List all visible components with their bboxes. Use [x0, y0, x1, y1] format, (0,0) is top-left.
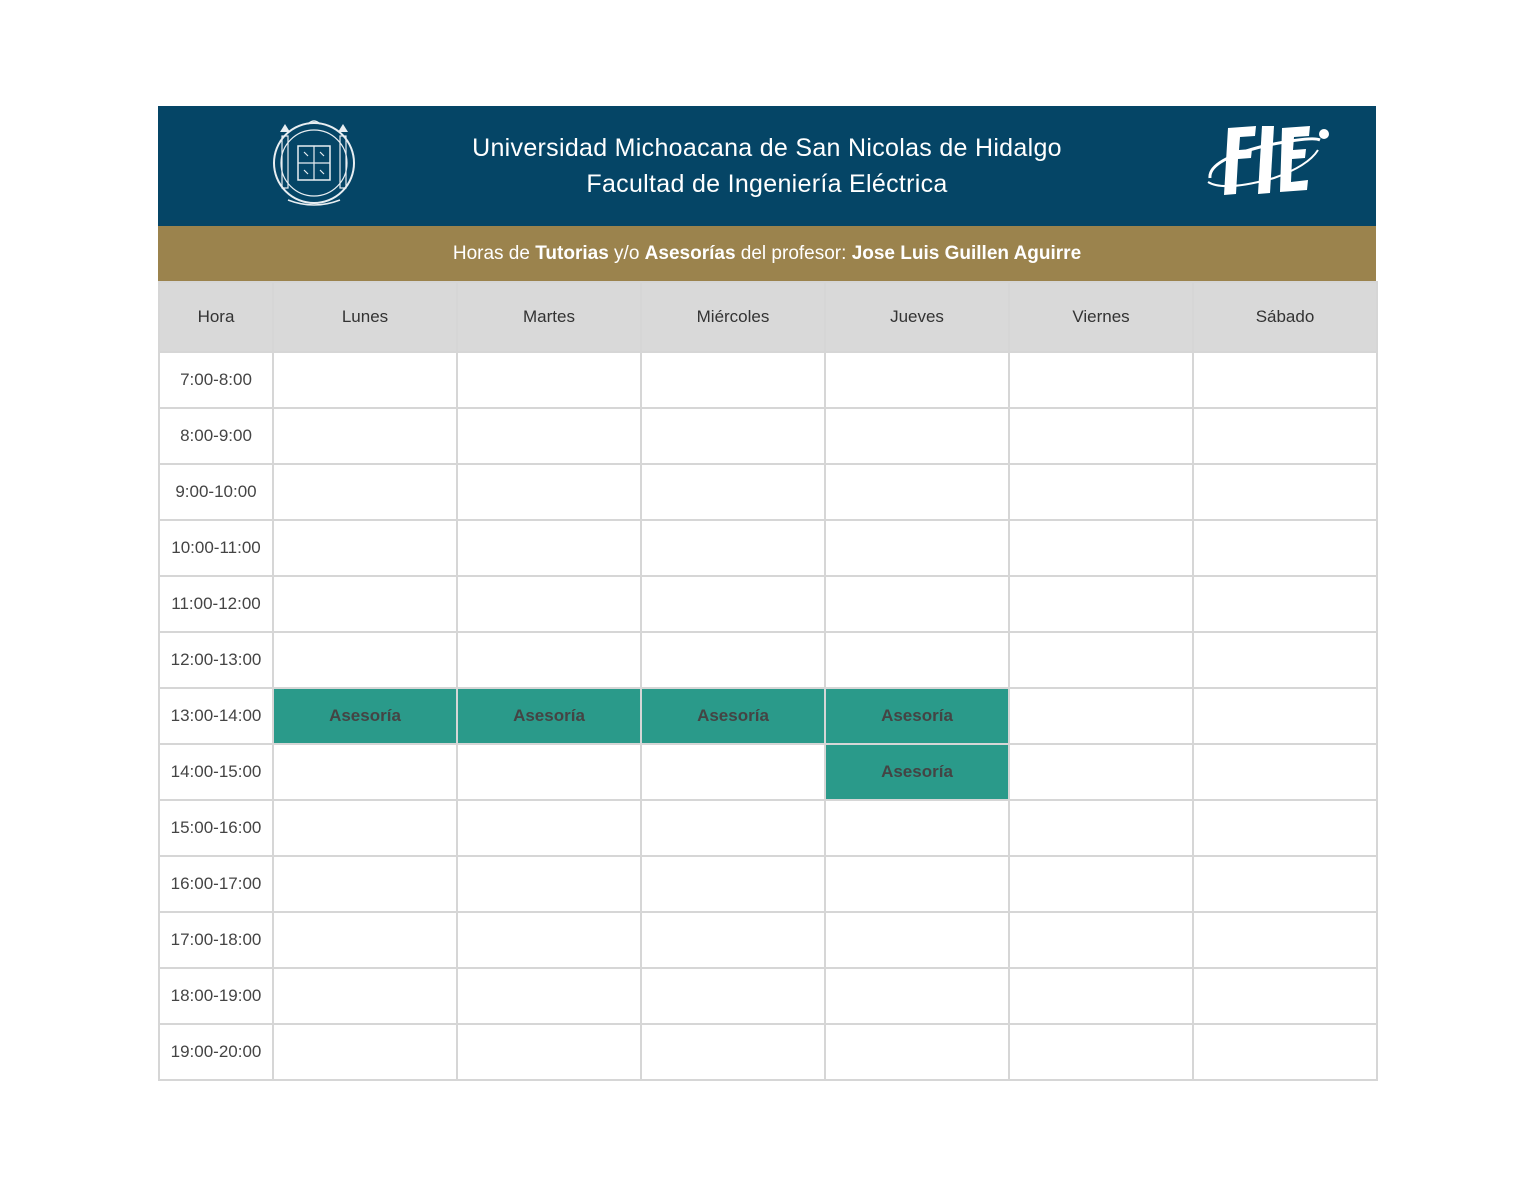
column-header-martes: Martes [457, 282, 641, 352]
subheader-text-3: del profesor: [735, 243, 852, 264]
empty-slot [825, 912, 1009, 968]
asesoria-slot: Asesoría [825, 744, 1009, 800]
empty-slot [273, 352, 457, 408]
time-slot-cell: 8:00-9:00 [159, 408, 273, 464]
table-row [159, 464, 1377, 520]
empty-slot [1009, 464, 1193, 520]
schedule-sheet [158, 106, 1376, 1081]
empty-slot [641, 632, 825, 688]
empty-slot [825, 856, 1009, 912]
empty-slot [641, 464, 825, 520]
time-slot-cell: 13:00-14:00 [159, 688, 273, 744]
schedule-table [158, 281, 1378, 1081]
empty-slot [1193, 744, 1377, 800]
empty-slot [1009, 744, 1193, 800]
empty-slot [1193, 464, 1377, 520]
table-row [159, 912, 1377, 968]
empty-slot [825, 1024, 1009, 1080]
table-row [159, 744, 1377, 800]
empty-slot [457, 576, 641, 632]
time-slot-cell: 14:00-15:00 [159, 744, 273, 800]
schedule-body [159, 352, 1377, 1080]
subheader-text-1: Horas de [452, 243, 536, 264]
column-header-viernes: Viernes [1009, 282, 1193, 352]
empty-slot [1193, 688, 1377, 744]
empty-slot [273, 408, 457, 464]
empty-slot [825, 352, 1009, 408]
empty-slot [273, 968, 457, 1024]
empty-slot [1009, 520, 1193, 576]
table-row [159, 800, 1377, 856]
subheader-text-2: y/o [608, 243, 645, 264]
empty-slot [825, 520, 1009, 576]
empty-slot [457, 464, 641, 520]
table-row [159, 520, 1377, 576]
header-titles [158, 130, 1376, 202]
time-slot-cell: 19:00-20:00 [159, 1024, 273, 1080]
empty-slot [457, 968, 641, 1024]
empty-slot [1193, 520, 1377, 576]
time-slot-cell: 15:00-16:00 [159, 800, 273, 856]
empty-slot [825, 968, 1009, 1024]
empty-slot [1009, 912, 1193, 968]
empty-slot [641, 576, 825, 632]
empty-slot [825, 800, 1009, 856]
empty-slot [1009, 352, 1193, 408]
professor-bar [158, 226, 1376, 281]
header-bar [158, 106, 1376, 226]
empty-slot [1193, 800, 1377, 856]
university-name: Universidad Michoacana de San Nicolas de Hidalgo [472, 134, 1062, 162]
empty-slot [457, 800, 641, 856]
column-header-hora: Hora [159, 282, 273, 352]
subheader-asesorias: Asesorías [644, 243, 736, 264]
empty-slot [641, 408, 825, 464]
empty-slot [641, 800, 825, 856]
time-slot-cell: 18:00-19:00 [159, 968, 273, 1024]
subheader-tutorias: Tutorias [535, 243, 609, 264]
asesoria-slot: Asesoría [641, 688, 825, 744]
empty-slot [1009, 800, 1193, 856]
table-row [159, 576, 1377, 632]
empty-slot [641, 856, 825, 912]
empty-slot [1009, 968, 1193, 1024]
empty-slot [457, 912, 641, 968]
empty-slot [1193, 408, 1377, 464]
empty-slot [273, 856, 457, 912]
empty-slot [641, 520, 825, 576]
empty-slot [457, 408, 641, 464]
time-slot-cell: 12:00-13:00 [159, 632, 273, 688]
empty-slot [1009, 576, 1193, 632]
empty-slot [457, 520, 641, 576]
empty-slot [641, 1024, 825, 1080]
time-slot-cell: 17:00-18:00 [159, 912, 273, 968]
table-row [159, 1024, 1377, 1080]
time-slot-cell: 16:00-17:00 [159, 856, 273, 912]
empty-slot [825, 464, 1009, 520]
empty-slot [273, 800, 457, 856]
empty-slot [641, 352, 825, 408]
empty-slot [825, 576, 1009, 632]
faculty-name: Facultad de Ingeniería Eléctrica [586, 170, 948, 198]
empty-slot [273, 912, 457, 968]
empty-slot [1193, 856, 1377, 912]
table-row [159, 688, 1377, 744]
table-row [159, 632, 1377, 688]
asesoria-slot: Asesoría [457, 688, 641, 744]
time-slot-cell: 10:00-11:00 [159, 520, 273, 576]
empty-slot [1009, 632, 1193, 688]
empty-slot [641, 968, 825, 1024]
empty-slot [273, 632, 457, 688]
empty-slot [1193, 912, 1377, 968]
column-header-miercoles: Miércoles [641, 282, 825, 352]
column-header-jueves: Jueves [825, 282, 1009, 352]
professor-name: Jose Luis Guillen Aguirre [851, 243, 1082, 264]
fie-logo-icon [1204, 120, 1332, 204]
empty-slot [1193, 352, 1377, 408]
empty-slot [1009, 408, 1193, 464]
empty-slot [825, 632, 1009, 688]
column-header-sabado: Sábado [1193, 282, 1377, 352]
empty-slot [457, 352, 641, 408]
empty-slot [273, 1024, 457, 1080]
empty-slot [273, 464, 457, 520]
empty-slot [457, 744, 641, 800]
empty-slot [1193, 1024, 1377, 1080]
table-row [159, 352, 1377, 408]
empty-slot [641, 912, 825, 968]
empty-slot [273, 744, 457, 800]
empty-slot [273, 520, 457, 576]
time-slot-cell: 9:00-10:00 [159, 464, 273, 520]
empty-slot [1009, 688, 1193, 744]
empty-slot [457, 632, 641, 688]
table-row [159, 968, 1377, 1024]
empty-slot [1009, 1024, 1193, 1080]
empty-slot [1193, 632, 1377, 688]
header-row [159, 282, 1377, 352]
empty-slot [1193, 576, 1377, 632]
asesoria-slot: Asesoría [825, 688, 1009, 744]
empty-slot [641, 744, 825, 800]
empty-slot [273, 576, 457, 632]
empty-slot [1193, 968, 1377, 1024]
empty-slot [1009, 856, 1193, 912]
time-slot-cell: 7:00-8:00 [159, 352, 273, 408]
empty-slot [457, 1024, 641, 1080]
time-slot-cell: 11:00-12:00 [159, 576, 273, 632]
table-row [159, 408, 1377, 464]
column-header-lunes: Lunes [273, 282, 457, 352]
empty-slot [457, 856, 641, 912]
empty-slot [825, 408, 1009, 464]
table-row [159, 856, 1377, 912]
asesoria-slot: Asesoría [273, 688, 457, 744]
